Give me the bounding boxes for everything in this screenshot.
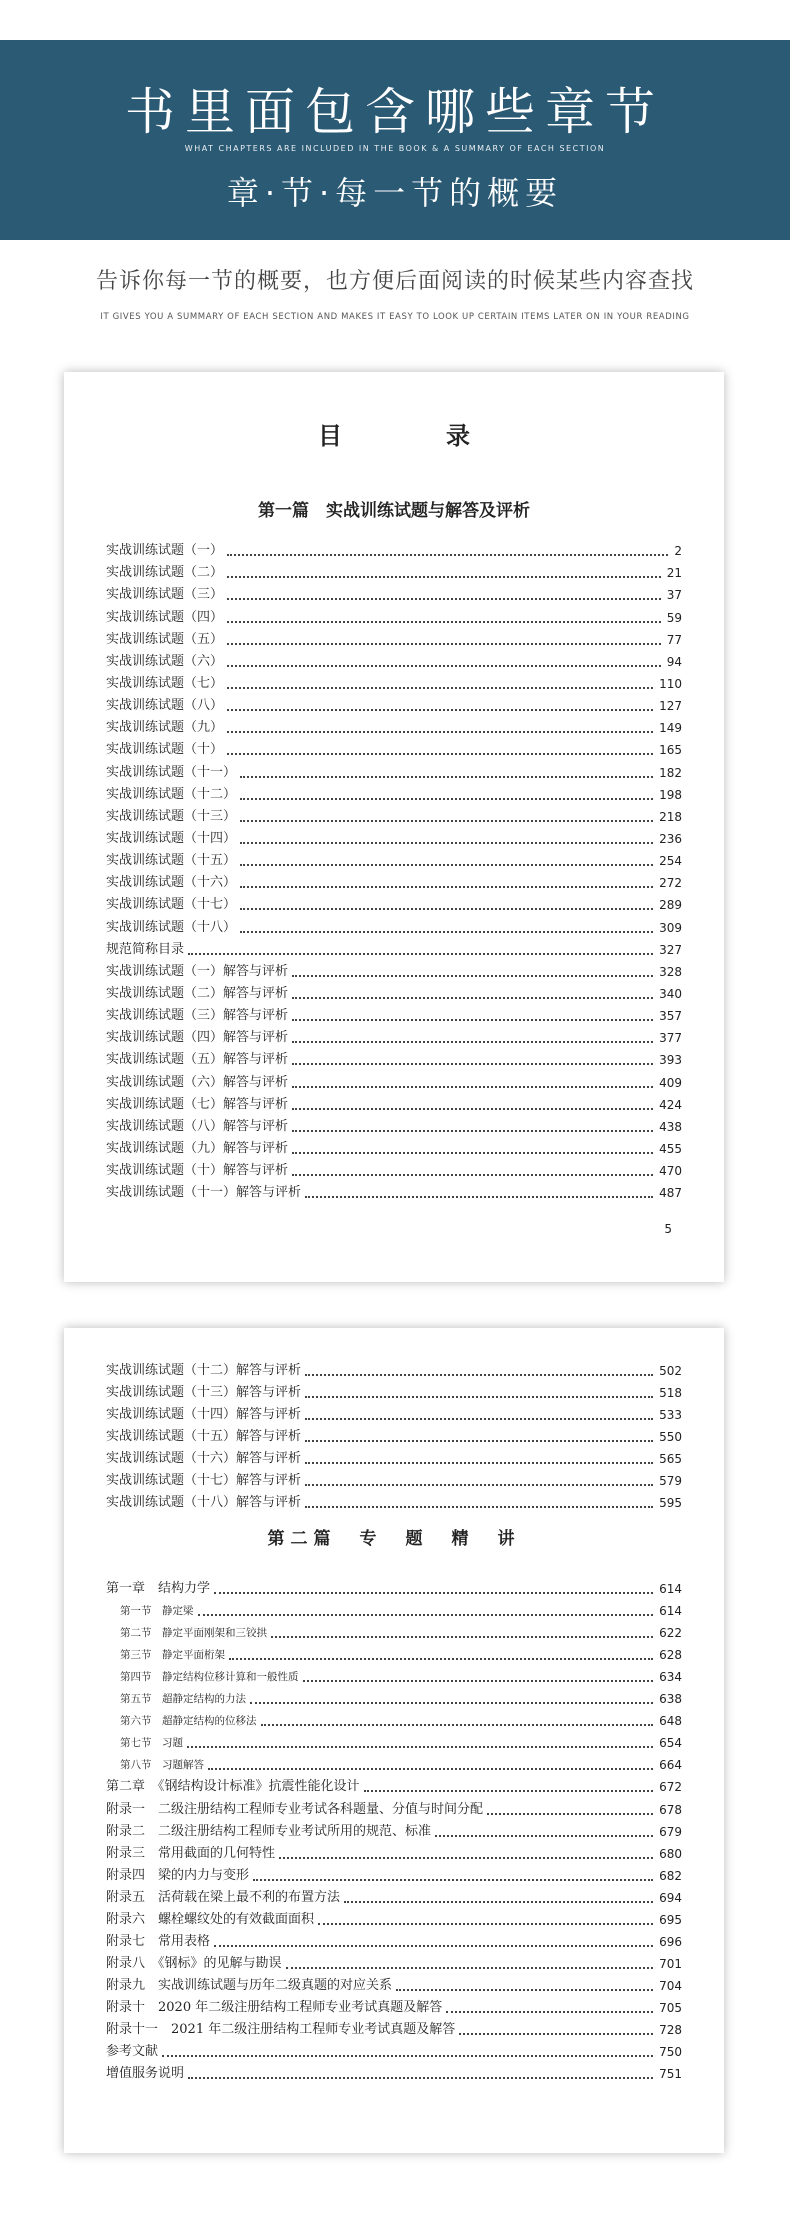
toc-entry: [106, 1798, 682, 1820]
dot-leader: [292, 1086, 653, 1088]
dot-leader: [253, 1879, 653, 1881]
toc-entry-page: 357: [659, 1009, 682, 1024]
toc-entry: [106, 2019, 682, 2041]
toc-entry: [106, 961, 682, 983]
dot-leader: [292, 1108, 653, 1110]
dot-leader: [240, 776, 653, 778]
dot-leader: [162, 2055, 653, 2057]
toc-entry: [106, 761, 682, 783]
toc-entry-page: 272: [659, 876, 682, 891]
toc-entry: [106, 562, 682, 584]
toc-entry-page: 696: [659, 1934, 682, 1949]
toc-entry-label: 附录六 螺栓螺纹处的有效截面面积: [106, 1911, 315, 1927]
toc-entry-page: 638: [659, 1692, 682, 1707]
toc-section-entry: [106, 1622, 682, 1644]
toc-entry-page: 165: [659, 743, 682, 758]
dot-leader: [214, 1945, 653, 1947]
toc-entry-page: 59: [666, 610, 682, 625]
toc-entry-label: 实战训练试题（二）解答与评析: [106, 985, 289, 1001]
toc-entry-page: 110: [659, 676, 682, 691]
toc-entry-label: 实战训练试题（十五）: [106, 853, 237, 869]
toc-entry-label: 实战训练试题（三）解答与评析: [106, 1008, 289, 1024]
toc-entry-page: 424: [659, 1097, 682, 1112]
toc-entry: [106, 1975, 682, 1997]
toc-entry-label: 实战训练试题（三）: [106, 587, 224, 603]
dot-leader: [227, 643, 661, 645]
toc-entry-label: 实战训练试题（十七）: [106, 897, 237, 913]
toc-entry: [106, 939, 682, 961]
banner-title: 书里面包含哪些章节: [125, 83, 665, 141]
toc-entry: [106, 1116, 682, 1138]
dot-leader: [305, 1440, 653, 1442]
dot-leader: [446, 2011, 653, 2013]
toc-entry: [106, 695, 682, 717]
toc-entry: [106, 916, 682, 938]
toc-entry-label: 实战训练试题（十三）解答与评析: [106, 1385, 302, 1400]
toc-entry: [106, 806, 682, 828]
dot-leader: [198, 1614, 654, 1616]
dot-leader: [318, 1923, 653, 1925]
toc-entry: [106, 1138, 682, 1160]
dot-leader: [240, 798, 653, 800]
part-two-title: 第二篇 专 题 精 讲: [267, 1529, 521, 1549]
toc-entry-page: 682: [659, 1868, 682, 1883]
toc-entry-label: 实战训练试题（四）: [106, 609, 224, 625]
toc-entry-page: 704: [659, 1978, 682, 1993]
toc-entry-label: 附录九 实战训练试题与历年二级真题的对应关系: [106, 1977, 393, 1993]
toc-entry-label: 实战训练试题（七）: [106, 675, 224, 691]
toc-entry-page: 438: [659, 1119, 682, 1134]
dot-leader: [292, 1063, 653, 1065]
toc-entry-label: 第六节 超静定结构的位移法: [120, 1715, 257, 1728]
toc-section-entry: [106, 1688, 682, 1710]
toc-section-entry: [106, 1754, 682, 1776]
toc-entry-page: 327: [659, 942, 682, 957]
toc-entry: [106, 872, 682, 894]
toc-entry-label: 增值服务说明: [106, 2066, 185, 2082]
toc-entry-label: 第七节 习题: [120, 1737, 183, 1750]
dot-leader: [227, 554, 668, 556]
dot-leader: [227, 731, 653, 733]
toc-entry-page: 198: [659, 787, 682, 802]
toc-entry-label: 规范简称目录: [106, 941, 185, 957]
toc-entry-page: 218: [659, 809, 682, 824]
toc-entry-label: 附录四 梁的内力与变形: [106, 1867, 250, 1883]
toc-entry-label: 附录七 常用表格: [106, 1933, 211, 1949]
toc-entry-page: 628: [659, 1648, 682, 1663]
toc-entry: [106, 784, 682, 806]
toc-entry: [106, 629, 682, 651]
toc-entry-page: 751: [659, 2067, 682, 2082]
dot-leader: [250, 1702, 653, 1704]
toc-entry-label: 附录十一 2021 年二级注册结构工程师专业考试真题及解答: [106, 2021, 456, 2037]
toc-entry: [106, 1404, 682, 1426]
toc-entry-page: 595: [659, 1496, 682, 1510]
toc-entry-page: 679: [659, 1824, 682, 1839]
toc-entry-label: 第八节 习题解答: [120, 1759, 204, 1772]
toc-entry-label: 第四节 静定结构位移计算和一般性质: [120, 1671, 299, 1684]
toc-entry-label: 实战训练试题（一）解答与评析: [106, 963, 289, 979]
toc-entry-page: 614: [659, 1604, 682, 1619]
toc-entry-page: 695: [659, 1912, 682, 1927]
toc-entry-label: 第二节 静定平面刚架和三铰拱: [120, 1627, 267, 1640]
toc-entry-label: 实战训练试题（十一）: [106, 764, 237, 780]
toc-entry-label: 实战训练试题（九）解答与评析: [106, 1140, 289, 1156]
dot-leader: [305, 1418, 653, 1420]
toc-entry-label: 实战训练试题（十二）解答与评析: [106, 1363, 302, 1378]
dot-leader: [214, 1592, 653, 1594]
dot-leader: [188, 2077, 653, 2079]
toc-entry-label: 实战训练试题（十六）: [106, 875, 237, 891]
toc-entry: [106, 1843, 682, 1865]
toc-entry-label: 实战训练试题（十五）解答与评析: [106, 1429, 302, 1444]
toc-entry: [106, 1049, 682, 1071]
toc-entry-page: 236: [659, 831, 682, 846]
toc-entry-label: 实战训练试题（十四）解答与评析: [106, 1407, 302, 1422]
toc-entry-page: 470: [659, 1164, 682, 1179]
toc-entry-label: 附录二 二级注册结构工程师专业考试所用的规范、标准: [106, 1823, 432, 1839]
toc-entry: [106, 540, 682, 562]
dot-leader: [240, 820, 653, 822]
toc-entry-label: 实战训练试题（十三）: [106, 808, 237, 824]
toc-entry-page: 340: [659, 986, 682, 1001]
toc-entry-page: 328: [659, 964, 682, 979]
toc-entry: [106, 1821, 682, 1843]
toc-entry-label: 实战训练试题（五）: [106, 631, 224, 647]
dot-leader: [240, 886, 653, 888]
toc-entry-page: 694: [659, 1890, 682, 1905]
toc-entry-label: 实战训练试题（十）: [106, 742, 224, 758]
toc-entry-page: 2: [674, 544, 682, 559]
toc-entry-page: 182: [659, 765, 682, 780]
toc-entry-label: 实战训练试题（一）: [106, 543, 224, 559]
toc-entry: [106, 1997, 682, 2019]
toc-entry-label: 附录八 《钢标》的见解与勘误: [106, 1955, 282, 1971]
dot-leader: [227, 665, 661, 667]
toc-entry-label: 实战训练试题（六）: [106, 653, 224, 669]
toc-entry-label: 实战训练试题（五）解答与评析: [106, 1052, 289, 1068]
toc-entry-label: 实战训练试题（八）: [106, 698, 224, 714]
toc-entry-page: 309: [659, 920, 682, 935]
toc-entry-label: 实战训练试题（九）: [106, 720, 224, 736]
toc-entry: [106, 1094, 682, 1116]
toc-entry-page: 705: [659, 2000, 682, 2015]
toc-entry-page: 127: [659, 699, 682, 714]
toc-entry: [106, 584, 682, 606]
toc-entry-page: 533: [659, 1408, 682, 1422]
toc-entry-page: 289: [659, 898, 682, 913]
toc-entry: [106, 1160, 682, 1182]
dot-leader: [227, 753, 653, 755]
intro-text-en: IT GIVES YOU A SUMMARY OF EACH SECTION AND MAKES IT EASY TO LOOK UP CERTAIN ITEMS LATER ON IN YOUR READING: [100, 312, 690, 322]
dot-leader: [292, 975, 653, 977]
toc-entry: [106, 1382, 682, 1404]
toc-entry-page: 750: [659, 2045, 682, 2060]
toc-entry-label: 附录十 2020 年二级注册结构工程师专业考试真题及解答: [106, 1999, 443, 2015]
dot-leader: [279, 1857, 653, 1859]
toc-entry-label: 附录一 二级注册结构工程师专业考试各科题量、分值与时间分配: [106, 1801, 484, 1817]
dot-leader: [364, 1790, 654, 1792]
dot-leader: [305, 1484, 653, 1486]
dot-leader: [305, 1396, 653, 1398]
toc-page-2: [64, 1328, 724, 2153]
toc-entry-label: 实战训练试题（十）解答与评析: [106, 1163, 289, 1179]
dot-leader: [292, 1130, 653, 1132]
dot-leader: [305, 1374, 653, 1376]
toc-entry: [106, 894, 682, 916]
dot-leader: [303, 1680, 654, 1682]
toc-section-entry: [106, 1732, 682, 1754]
banner-subtitle-cn: 章·节·每一节的概要: [226, 174, 564, 212]
dot-leader: [187, 1746, 653, 1748]
toc-entry: [106, 673, 682, 695]
toc-section-entry: [106, 1710, 682, 1732]
toc-entry: [106, 1578, 682, 1600]
toc-entry: [106, 1887, 682, 1909]
dot-leader: [487, 1813, 653, 1815]
toc-entry: [106, 2063, 682, 2085]
toc-entry: [106, 1071, 682, 1093]
toc-entry: [106, 1931, 682, 1953]
toc-entry: [106, 1865, 682, 1887]
toc-entry-page: 77: [666, 632, 682, 647]
toc-entry-page: 94: [666, 654, 682, 669]
dot-leader: [227, 621, 661, 623]
dot-leader: [227, 709, 653, 711]
dot-leader: [227, 576, 661, 578]
toc-entry-page: 550: [659, 1430, 682, 1444]
toc-entry-page: 21: [666, 566, 682, 581]
toc-section-entry: [106, 1644, 682, 1666]
dot-leader: [292, 1152, 653, 1154]
header-banner: [0, 40, 790, 240]
dot-leader: [292, 1041, 653, 1043]
dot-leader: [286, 1967, 654, 1969]
dot-leader: [292, 1019, 653, 1021]
toc-entry-label: 实战训练试题（七）解答与评析: [106, 1096, 289, 1112]
toc-entry-label: 第二章 《钢结构设计标准》抗震性能化设计: [106, 1779, 360, 1795]
toc-entry: [106, 1909, 682, 1931]
toc-entry: [106, 651, 682, 673]
dot-leader: [240, 908, 653, 910]
toc-entry: [106, 828, 682, 850]
toc-section-entry: [106, 1600, 682, 1622]
toc-entry-label: 实战训练试题（十一）解答与评析: [106, 1185, 302, 1201]
toc-entry: [106, 983, 682, 1005]
toc-entry: [106, 1426, 682, 1448]
toc-entry: [106, 1448, 682, 1470]
toc-entry-page: 614: [659, 1582, 682, 1597]
dot-leader: [305, 1462, 653, 1464]
toc-entry: [106, 1027, 682, 1049]
part-one-title: 第一篇 实战训练试题与解答及评析: [258, 501, 530, 521]
toc-entry-label: 实战训练试题（十八）: [106, 919, 237, 935]
toc-entry-label: 实战训练试题（六）解答与评析: [106, 1074, 289, 1090]
toc-entry-page: 518: [659, 1386, 682, 1400]
toc-entry-page: 664: [659, 1758, 682, 1773]
toc-entry-page: 393: [659, 1053, 682, 1068]
dot-leader: [240, 931, 653, 933]
dot-leader: [396, 1989, 653, 1991]
toc-entry: [106, 606, 682, 628]
dot-leader: [271, 1636, 653, 1638]
toc-entry-label: 第五节 超静定结构的力法: [120, 1693, 246, 1706]
toc-entry-label: 附录五 活荷载在梁上最不利的布置方法: [106, 1889, 341, 1905]
toc-entry-page: 701: [659, 1956, 682, 1971]
toc-entry: [106, 1953, 682, 1975]
dot-leader: [292, 997, 653, 999]
intro-text: 告诉你每一节的概要，也方便后面阅读的时候某些内容查找: [95, 269, 694, 294]
dot-leader: [227, 598, 661, 600]
toc-entry-page: 634: [659, 1670, 682, 1685]
dot-leader: [240, 842, 653, 844]
toc-page-1: [64, 372, 724, 1282]
toc-list-part-one-continued: [106, 1360, 682, 1514]
toc-entry-page: 254: [659, 854, 682, 869]
dot-leader: [344, 1901, 653, 1903]
toc-entry-page: 622: [659, 1626, 682, 1641]
dot-leader: [227, 687, 653, 689]
toc-entry-label: 实战训练试题（十四）: [106, 830, 237, 846]
banner-subtitle-en: WHAT CHAPTERS ARE INCLUDED IN THE BOOK & A SUMMARY OF EACH SECTION: [184, 144, 606, 153]
toc-entry-page: 409: [659, 1075, 682, 1090]
toc-entry-page: 502: [659, 1364, 682, 1378]
dot-leader: [208, 1768, 653, 1770]
toc-entry: [106, 1776, 682, 1798]
toc-entry-page: 678: [659, 1802, 682, 1817]
toc-entry: [106, 1492, 682, 1514]
dot-leader: [459, 2033, 653, 2035]
toc-entry-label: 实战训练试题（四）解答与评析: [106, 1030, 289, 1046]
toc-title: 目 录: [318, 421, 510, 450]
toc-entry-label: 实战训练试题（十二）: [106, 786, 237, 802]
dot-leader: [188, 953, 653, 955]
toc-entry-page: 648: [659, 1714, 682, 1729]
page-number: 5: [664, 1222, 672, 1236]
toc-entry-label: 实战训练试题（二）: [106, 565, 224, 581]
toc-entry-label: 参考文献: [106, 2044, 159, 2060]
dot-leader: [305, 1506, 653, 1508]
toc-entry-page: 455: [659, 1141, 682, 1156]
toc-entry: [106, 717, 682, 739]
toc-entry-page: 377: [659, 1031, 682, 1046]
dot-leader: [305, 1196, 653, 1198]
dot-leader: [435, 1835, 653, 1837]
toc-entry-label: 第三节 静定平面桁架: [120, 1649, 225, 1662]
toc-entry-label: 实战训练试题（八）解答与评析: [106, 1118, 289, 1134]
toc-entry-page: 680: [659, 1846, 682, 1861]
toc-entry-page: 728: [659, 2022, 682, 2037]
toc-entry-page: 579: [659, 1474, 682, 1488]
toc-entry-label: 实战训练试题（十七）解答与评析: [106, 1473, 302, 1488]
toc-entry-page: 654: [659, 1736, 682, 1751]
toc-entry-label: 实战训练试题（十八）解答与评析: [106, 1495, 302, 1510]
toc-entry-label: 实战训练试题（十六）解答与评析: [106, 1451, 302, 1466]
toc-entry: [106, 2041, 682, 2063]
toc-entry-label: 第一节 静定梁: [120, 1605, 194, 1618]
dot-leader: [229, 1658, 653, 1660]
toc-entry: [106, 1470, 682, 1492]
toc-entry-page: 487: [659, 1186, 682, 1201]
toc-entry: [106, 1005, 682, 1027]
toc-entry: [106, 850, 682, 872]
toc-entry-label: 附录三 常用截面的几何特性: [106, 1845, 276, 1861]
toc-section-entry: [106, 1666, 682, 1688]
toc-list-part-two: [106, 1578, 682, 2085]
toc-entry-page: 37: [666, 588, 682, 603]
toc-entry: [106, 1182, 682, 1204]
toc-list-part-one: [106, 540, 682, 1204]
toc-entry-page: 672: [659, 1780, 682, 1795]
toc-entry-page: 565: [659, 1452, 682, 1466]
dot-leader: [292, 1174, 653, 1176]
toc-entry-label: 第一章 结构力学: [106, 1581, 211, 1597]
dot-leader: [240, 864, 653, 866]
toc-entry-page: 149: [659, 721, 682, 736]
dot-leader: [261, 1724, 654, 1726]
toc-entry: [106, 739, 682, 761]
toc-entry: [106, 1360, 682, 1382]
